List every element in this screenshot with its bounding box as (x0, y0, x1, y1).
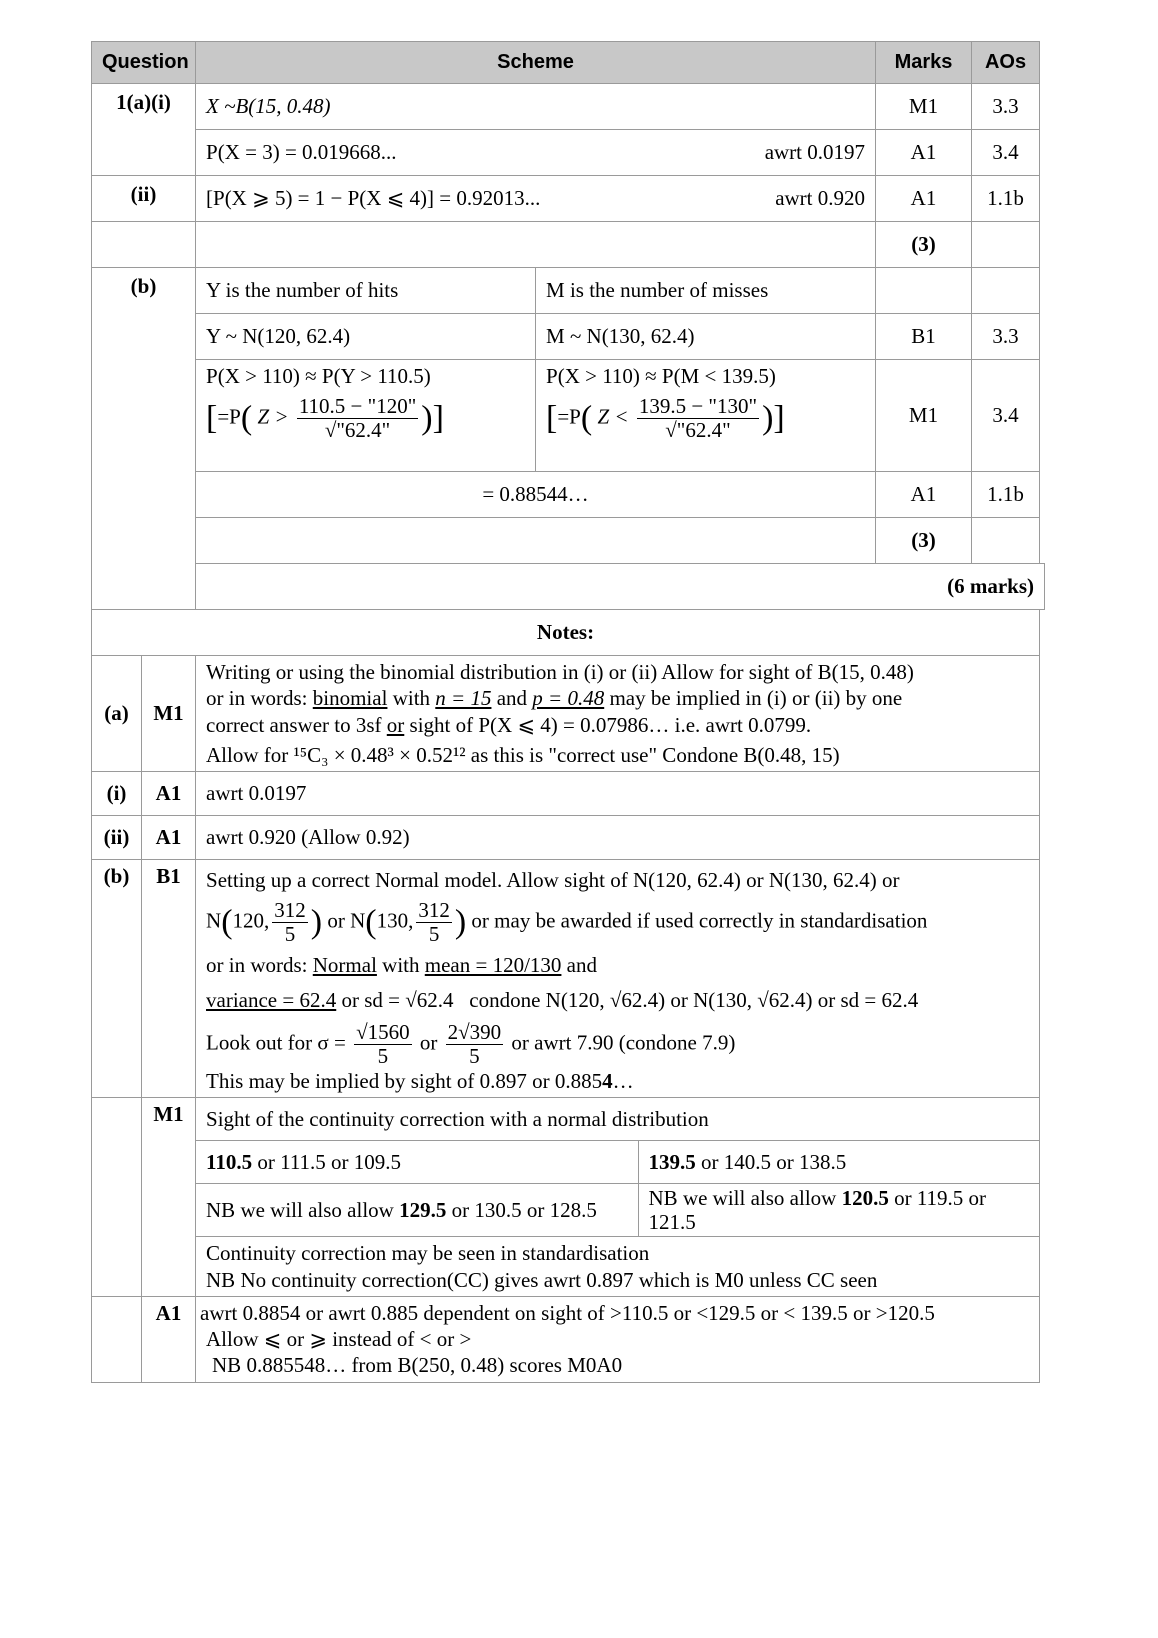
scheme-text: X ~B(15, 0.48) (206, 94, 331, 118)
fraction: $\frac{2√390}{5}$ (447, 1019, 502, 1069)
z-variable: Z < (597, 404, 629, 429)
awrt-text: awrt 0.920 (775, 186, 866, 210)
prob-symbol: =P (557, 404, 581, 429)
header-marks: Marks (876, 42, 972, 84)
ao-cell: 1.1b (972, 176, 1040, 222)
scheme-cell (196, 84, 876, 130)
note-part: (a) (92, 656, 142, 772)
note-mark: A1 (142, 816, 196, 860)
scheme-cell (196, 176, 876, 222)
header-row (92, 42, 1045, 84)
note-part: (ii) (92, 816, 142, 860)
approx-text: P(X > 110) ≈ P(Y > 110.5) (206, 364, 431, 388)
answer: = 0.88544… (196, 472, 876, 518)
ao-cell: 3.4 (972, 360, 1040, 472)
mark-cell: A1 (876, 130, 972, 176)
fraction: $\frac{312}{5}$ (418, 898, 450, 947)
table-row (92, 222, 1045, 268)
table-row (92, 472, 1045, 518)
approx-text: P(X > 110) ≈ P(M < 139.5) (546, 364, 776, 388)
scheme-right: M is the number of misses (536, 268, 876, 314)
table-row (92, 314, 1045, 360)
note-text: Writing or using the binomial distribution in (i) or (ii) Allow for sight of B(15, 0.48) or in words: binomial with n = 15 and p = 0.48 may be implied in (i) or (ii) by one correct answer to 3sf or sight of P(X ⩽ 4) = 0.07986… i.e. awrt 0.0799. Allow for ¹⁵C₃ × 0.48³ × 0.52¹² as this is "correct use" Condone B(0.48, 15) (196, 656, 1040, 772)
table-row (92, 176, 1045, 222)
scheme-left: P(X > 110) ≈ P(Y > 110.5) [=P( Z > $\frac{110.5 - "120"}{√"62.4"}$ )] (196, 360, 536, 472)
note-row (92, 1237, 1045, 1297)
note-part: (i) (92, 772, 142, 816)
note-mark: A1 (142, 772, 196, 816)
z-fraction: $\frac{139.5 - "130"}{√"62.4"}$ (638, 394, 758, 443)
ao-cell: 3.3 (972, 84, 1040, 130)
nb-right: NB we will also allow 120.5 or 119.5 or 121.5 (638, 1184, 1039, 1236)
note-mark: M1 (142, 656, 196, 772)
prob-symbol: =P (217, 404, 241, 429)
question-label: 1(a)(i) (92, 84, 196, 176)
cc-left: 110.5 or 111.5 or 109.5 (206, 1150, 402, 1175)
header-question: Question (92, 42, 196, 84)
ao-cell: 1.1b (972, 472, 1040, 518)
note-mark: M1 (142, 1098, 196, 1297)
note-row (92, 656, 1045, 772)
total-row (92, 564, 1045, 610)
question-label: (b) (92, 268, 196, 610)
z-variable: Z > (257, 404, 289, 429)
mark-cell: M1 (876, 360, 972, 472)
table-row (92, 130, 1045, 176)
scheme-cell (196, 130, 876, 176)
scheme-right: P(X > 110) ≈ P(M < 139.5) [=P( Z < $\frac{139.5 - "130"}{√"62.4"}$ )] (536, 360, 876, 472)
note-row (92, 1098, 1045, 1141)
note-text: awrt 0.0197 (196, 772, 1040, 816)
mark-cell: M1 (876, 84, 972, 130)
note-row (92, 1141, 1045, 1184)
mark-cell: B1 (876, 314, 972, 360)
note-row (92, 860, 1045, 1098)
note-text: awrt 0.8854 or awrt 0.885 dependent on sight of >110.5 or <129.5 or < 139.5 or >120.5 Allow ⩽ or ⩾ instead of < or > NB 0.885548… from B(250, 0.48) scores M0A0 (196, 1296, 1040, 1382)
note-row (92, 1184, 1045, 1237)
table-row (92, 518, 1045, 564)
note-text: Continuity correction may be seen in standardisation NB No continuity correction(CC) gives awrt 0.897 which is M0 unless CC seen (196, 1237, 1040, 1297)
note-text: awrt 0.920 (Allow 0.92) (196, 816, 1040, 860)
table-row (92, 360, 1045, 472)
mark-cell: A1 (876, 176, 972, 222)
ao-cell: 3.3 (972, 314, 1040, 360)
awrt-text: awrt 0.0197 (764, 140, 866, 164)
scheme-right: M ~ N(130, 62.4) (536, 314, 876, 360)
z-fraction: $\frac{110.5 - "120"}{√"62.4"}$ (298, 394, 417, 443)
ao-cell: 3.4 (972, 130, 1040, 176)
note-row (92, 816, 1045, 860)
table-row (92, 268, 1045, 314)
note-row (92, 1296, 1045, 1382)
fraction: $\frac{√1560}{5}$ (356, 1019, 410, 1069)
note-text: Sight of the continuity correction with a normal distribution (196, 1098, 1040, 1141)
fraction: $\frac{312}{5}$ (274, 898, 306, 947)
total-marks: (6 marks) (196, 564, 1045, 610)
note-mark: B1 (142, 860, 196, 1098)
scheme-text: [P(X ⩾ 5) = 1 − P(X ⩽ 4)] = 0.92013... (206, 186, 541, 210)
table-row (92, 84, 1045, 130)
note-mark: A1 (142, 1296, 196, 1382)
cc-right: 139.5 or 140.5 or 138.5 (638, 1141, 1039, 1183)
scheme-left: Y is the number of hits (196, 268, 536, 314)
subtotal: (3) (876, 518, 972, 564)
subtotal: (3) (876, 222, 972, 268)
header-aos: AOs (972, 42, 1040, 84)
note-row (92, 772, 1045, 816)
header-scheme: Scheme (196, 42, 876, 84)
notes-title: Notes: (92, 610, 1040, 656)
note-part: (b) (92, 860, 142, 1098)
note-text: Setting up a correct Normal model. Allow sight of N(120, 62.4) or N(130, 62.4) or N(120, $\frac{312}{5}$ ) or N(130, $\frac{312}{5}$ ) or may be awarded if used correctly in standardisation or in words: Normal with mean = 120/130 and variance = 62.4 or sd = √62.4 condone N(120, √62.4) or N(130, √62.4) or sd = 62.4 Look out for σ = $\frac{√1560}{5}$ or $\frac{2√390}{5}$ or awrt 7.90 (condone 7.9) This may be implied by sight of 0.897 or 0.8854… (196, 860, 1040, 1098)
nb-left: NB we will also allow 129.5 or 130.5 or 128.5 (206, 1198, 597, 1223)
mark-cell: A1 (876, 472, 972, 518)
scheme-text: P(X = 3) = 0.019668... (206, 140, 397, 164)
question-label: (ii) (92, 176, 196, 222)
notes-title-row (92, 610, 1045, 656)
mark-scheme-table (91, 41, 1045, 1383)
scheme-left: Y ~ N(120, 62.4) (196, 314, 536, 360)
